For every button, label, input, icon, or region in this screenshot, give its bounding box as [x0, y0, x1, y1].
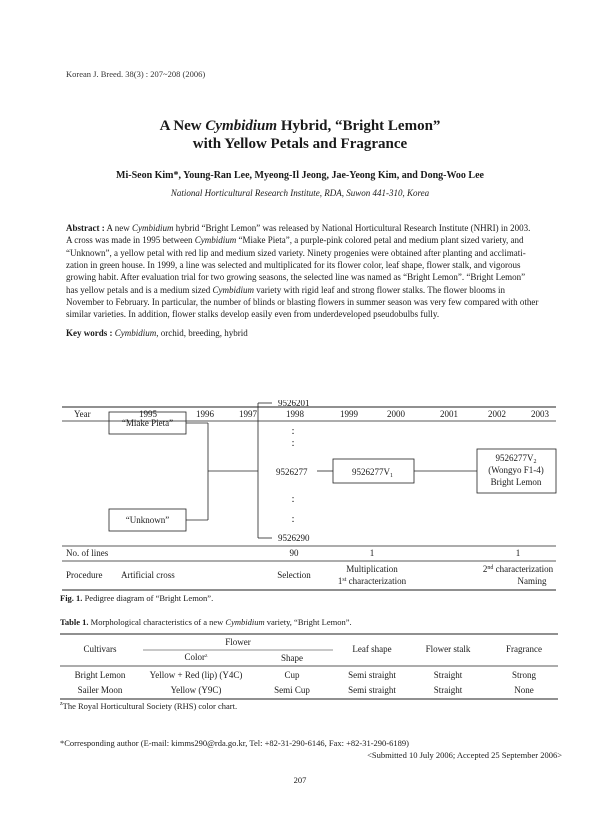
count-2002: 1	[515, 548, 521, 558]
keywords	[66, 328, 248, 338]
final-bright-lemon: Bright Lemon	[490, 477, 542, 487]
abstract-line-1	[66, 222, 550, 234]
title-genus: Cymbidium	[205, 118, 278, 134]
cell-cultivar: Bright Lemon	[74, 670, 126, 680]
morphology-table	[58, 633, 560, 703]
dots-lower-2: :	[291, 513, 295, 525]
line-last: 9526290	[278, 533, 310, 543]
cell-flower-stalk: Straight	[433, 670, 463, 680]
cell-flower-stalk: Straight	[433, 685, 463, 695]
title-prefix: A New	[159, 118, 206, 134]
title-suffix: Hybrid, “Bright Lemon”	[277, 118, 441, 134]
dots-upper-2: :	[291, 437, 295, 449]
dots-upper-1: :	[291, 425, 295, 437]
cell-fragrance: None	[514, 685, 534, 695]
paper-title-line-2: with Yellow Petals and Fragrance	[192, 136, 408, 152]
cell-leaf-shape: Semi straight	[348, 670, 396, 680]
abstract	[66, 222, 550, 321]
paper-title-line-1	[0, 119, 600, 134]
abstract-line-6: has yellow petals and is a medium sized Cymbidium variety with rigid leaf and strong flower stalks. The flower blooms in	[66, 284, 505, 295]
cell-leaf-shape: Semi straight	[348, 685, 396, 695]
proc-selection: Selection	[277, 570, 311, 580]
table-footnote-mark: z	[60, 701, 63, 708]
figure-caption-text: Pedigree diagram of “Bright Lemon”.	[82, 593, 214, 603]
count-1998: 90	[289, 548, 299, 558]
table-row	[75, 670, 537, 680]
keywords-rest: , orchid, breeding, hybrid	[156, 328, 248, 338]
hdr-color: Color$^z$	[184, 652, 208, 662]
year-1995: 1995	[139, 409, 157, 419]
dots-lower-1: :	[291, 493, 295, 505]
procedure-label: Procedure	[66, 570, 103, 580]
parent-unknown: “Unknown”	[125, 515, 170, 525]
proc-artificial-cross: Artificial cross	[121, 570, 175, 580]
table-caption-pre: Morphological characteristics of a new	[88, 617, 226, 627]
cell-fragrance: Strong	[511, 670, 537, 680]
keywords-genus: Cymbidium	[114, 328, 157, 338]
hdr-fragrance: Fragrance	[506, 644, 542, 654]
table-footnote-text: The Royal Horticultural Society (RHS) color chart.	[62, 701, 238, 711]
year-2003: 2003	[531, 409, 549, 419]
hdr-leaf-shape: Leaf shape	[352, 644, 392, 654]
year-1998: 1998	[286, 409, 304, 419]
hdr-flower-stalk: Flower stalk	[425, 644, 471, 654]
no-of-lines-label: No. of lines	[66, 548, 109, 558]
keywords-label: Key words :	[66, 328, 113, 338]
author-list: Mi-Seon Kim*, Young-Ran Lee, Myeong-Il Jeong, Jae-Yeong Kim, and Dong-Woo Lee	[116, 170, 484, 181]
abstract-line-7: November to February. In particular, the number of blinds or blasting flowers in summer season was very few compared with other	[66, 297, 539, 308]
line-first: 9526201	[278, 400, 310, 408]
corresponding-author: *Corresponding author (E-mail: kimms290@rda.go.kr, Tel: +82-31-290-6146, Fax: +82-31-290-6189)	[60, 738, 409, 748]
parent-miake-pieta: “Miake Pieta”	[121, 418, 174, 428]
final-wongyo: (Wongyo F1-4)	[488, 465, 544, 475]
table-row	[78, 685, 534, 695]
abstract-line-2: A cross was made in 1995 between Cymbidium “Miake Pieta”, a purple-pink colored petal and medium plant sized variety, and	[66, 235, 524, 246]
proc-multiplication: Multiplication	[346, 564, 398, 574]
v1-label: $9526277V_1$	[352, 467, 393, 479]
final-code: $9526277V_2$	[495, 453, 537, 465]
abstract-label: Abstract :	[66, 223, 105, 233]
hdr-shape: Shape	[281, 653, 303, 663]
hdr-cultivars: Cultivars	[83, 644, 117, 654]
year-2000: 2000	[387, 409, 405, 419]
table-caption	[60, 617, 352, 627]
count-1999: 1	[369, 548, 375, 558]
figure-caption-label: Fig. 1.	[60, 593, 83, 603]
abstract-line-3: “Unknown”, a yellow petal with red lip and medium sized variety. Ninety progenies were obtained after planting and acclimati-	[66, 247, 526, 258]
proc-2nd-char: 2nd characterization	[482, 564, 554, 574]
pedigree-diagram	[0, 400, 600, 600]
year-1997: 1997	[239, 409, 257, 419]
year-2002: 2002	[488, 409, 506, 419]
year-label: Year	[74, 409, 91, 419]
table-footnote	[60, 701, 237, 711]
cell-color: Yellow (Y9C)	[170, 685, 222, 695]
cell-color: Yellow + Red (lip) (Y4C)	[149, 670, 243, 680]
table-caption-label: Table 1.	[60, 617, 89, 627]
year-2001: 2001	[440, 409, 458, 419]
abstract-line-4: zation in green house. In 1999, a line was selected and multiplicated for its flower color, leaf shape, flower stalk, and vigorous	[66, 260, 521, 271]
cell-shape: Cup	[284, 670, 300, 680]
table-caption-genus: Cymbidium	[225, 617, 265, 627]
cell-shape: Semi Cup	[274, 685, 310, 695]
line-selected: 9526277	[276, 467, 308, 477]
proc-naming: Naming	[517, 576, 547, 586]
journal-reference: Korean J. Breed. 38(3) : 207~208 (2006)	[66, 69, 206, 79]
affiliation: National Horticultural Research Institute, RDA, Suwon 441-310, Korea	[170, 188, 430, 198]
figure-caption	[60, 593, 213, 603]
abstract-text: A new Cymbidium hybrid “Bright Lemon” was released by National Horticultural Research Institute (NHRI) in 2003.	[104, 223, 531, 233]
year-1996: 1996	[196, 409, 214, 419]
proc-1st-char: 1st characterization	[337, 576, 407, 586]
cell-cultivar: Sailer Moon	[77, 685, 123, 695]
abstract-line-5: growing habit. After evaluation trial for two growing seasons, the selected line was named as “Bright Lemon”. “Bright Lemon”	[66, 272, 526, 283]
abstract-line-8: similar varieties. In addition, flower stalks develop easily even from underdeveloped pseudobulbs fully.	[66, 309, 440, 320]
hdr-flower: Flower	[225, 637, 251, 647]
submission-dates: <Submitted 10 July 2006; Accepted 25 September 2006>	[367, 750, 562, 760]
table-caption-post: variety, “Bright Lemon”.	[264, 617, 352, 627]
pedigree-svg	[0, 400, 600, 600]
year-1999: 1999	[340, 409, 358, 419]
page-number: 207	[293, 775, 307, 785]
morphology-table-svg	[58, 633, 560, 703]
